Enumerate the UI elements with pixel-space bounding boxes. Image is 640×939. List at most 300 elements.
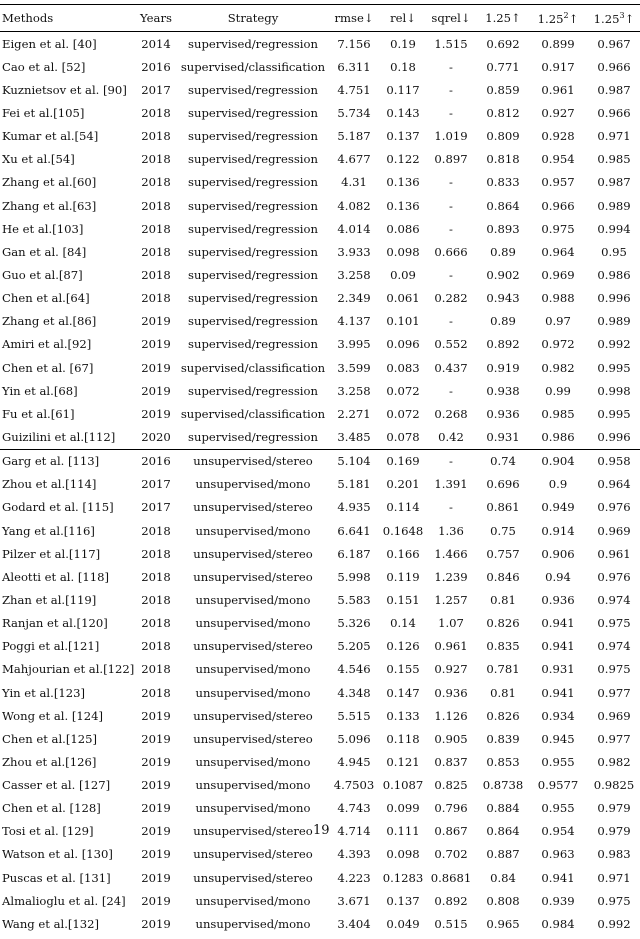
table-row [0,658,640,681]
cell-delta3: 0.995 [597,360,631,375]
cell-delta2: 0.985 [541,406,575,421]
cell-sqrel: - [449,105,453,120]
cell-delta2: 0.984 [541,916,575,931]
cell-rmse: 3.995 [337,337,371,352]
cell-rel: 0.119 [386,569,420,584]
header-delta3 [586,5,640,32]
cell-strategy: supervised/classification [180,406,326,421]
cell-sqrel: 0.961 [434,639,468,654]
cell-method: Zhang et al.[63] [2,198,97,213]
cell-year: 2018 [141,546,171,561]
cell-strategy: unsupervised/stereo [178,449,328,473]
cell-sqrel: 1.07 [438,616,464,631]
cell-strategy: unsupervised/mono [195,685,311,700]
cell-delta2: 0.972 [541,337,575,352]
cell-rel: 0.126 [386,639,420,654]
cell-sqrel: 0.282 [434,291,468,306]
cell-delta1: 0.781 [486,662,520,677]
cell-year: 2019 [141,916,171,931]
table-row [0,263,640,286]
cell-year: 2019 [141,870,171,885]
cell-strategy: supervised/regression [188,244,318,259]
cell-delta3: 0.994 [597,221,631,236]
cell-delta1: 0.771 [486,59,520,74]
cell-delta2: 0.914 [541,523,575,538]
cell-delta1: 0.809 [486,129,520,144]
cell-rmse: 5.583 [337,592,371,607]
cell-year: 2017 [141,82,171,97]
cell-year: 2016 [141,59,171,74]
cell-sqrel: - [449,198,453,213]
table-row [0,333,640,356]
cell-delta3: 0.995 [597,406,631,421]
cell-delta1: 0.936 [486,406,520,421]
cell-sqrel: 0.515 [434,916,468,931]
cell-delta2: 0.899 [541,36,575,51]
cell-strategy: supervised/classification [180,360,326,375]
cell-delta1: 0.81 [490,592,516,607]
cell-rel: 0.086 [386,221,420,236]
cell-sqrel: - [426,449,476,473]
cell-method: Fei et al.[105] [2,105,85,120]
cell-method: Watson et al. [130] [2,847,113,862]
cell-strategy: supervised/classification [180,59,326,74]
cell-strategy: supervised/regression [188,429,318,444]
header-delta3-arrow: ↑ [624,11,635,26]
table-row [0,912,640,935]
header-delta3-base: 1.25 [593,11,620,26]
cell-method: He et al.[103] [2,221,84,236]
table-row [0,287,640,310]
cell-delta2: 0.931 [541,662,575,677]
cell-rel: 0.137 [386,129,420,144]
cell-delta2: 0.957 [541,175,575,190]
cell-delta2: 0.945 [541,731,575,746]
cell-rel: 0.19 [390,36,416,51]
cell-rmse: 3.599 [337,360,371,375]
cell-year: 2017 [141,500,171,515]
cell-delta1: 0.846 [486,569,520,584]
cell-rel: 0.169 [380,449,426,473]
cell-rel: 0.098 [386,244,420,259]
cell-delta3: 0.967 [597,36,631,51]
cell-sqrel: 1.019 [434,129,468,144]
cell-delta1: 0.81 [490,685,516,700]
cell-rel: 0.09 [390,267,416,282]
cell-method: Wang et al.[132] [2,916,100,931]
cell-delta3: 0.964 [597,477,631,492]
cell-strategy: unsupervised/mono [195,916,311,931]
cell-rmse: 5.187 [337,129,371,144]
cell-delta2: 0.941 [541,870,575,885]
cell-sqrel: 1.239 [434,569,468,584]
cell-delta1: 0.75 [490,523,516,538]
cell-rel: 0.096 [386,337,420,352]
cell-strategy: supervised/regression [188,383,318,398]
table-row [0,774,640,797]
cell-sqrel: 0.892 [434,893,468,908]
cell-delta2: 0.961 [541,82,575,97]
cell-delta3: 0.987 [597,82,631,97]
cell-sqrel: - [449,267,453,282]
table-row [0,32,640,56]
cell-delta1: 0.74 [476,449,530,473]
cell-delta2: 0.941 [541,616,575,631]
cell-strategy: unsupervised/stereo [193,546,313,561]
cell-method: Mahjourian et al.[122] [2,662,135,677]
cell-sqrel: 1.126 [434,708,468,723]
cell-method: Zhang et al.[60] [2,175,97,190]
cell-delta1: 0.826 [486,708,520,723]
cell-year: 2019 [141,360,171,375]
cell-rmse: 5.205 [337,639,371,654]
cell-method: Zhou et al.[114] [2,477,97,492]
cell-year: 2018 [141,244,171,259]
cell-year: 2019 [141,824,171,839]
cell-method: Godard et al. [115] [2,500,114,515]
cell-strategy: unsupervised/mono [195,523,311,538]
cell-year: 2014 [141,36,171,51]
cell-rel: 0.072 [386,406,420,421]
cell-rel: 0.1648 [382,523,424,538]
cell-delta3: 0.958 [586,449,640,473]
cell-delta2: 0.94 [545,569,571,584]
cell-strategy: supervised/regression [188,105,318,120]
cell-rmse: 3.485 [337,429,371,444]
cell-delta2: 0.988 [541,291,575,306]
cell-rmse: 4.945 [337,754,371,769]
cell-delta2: 0.949 [541,500,575,515]
table-row [0,55,640,78]
table-row [0,217,640,240]
cell-year: 2018 [141,639,171,654]
table-row [0,194,640,217]
cell-year: 2019 [141,731,171,746]
cell-rmse: 6.311 [337,59,371,74]
cell-delta1: 0.864 [486,198,520,213]
cell-year: 2016 [134,449,178,473]
table-row [0,496,640,519]
cell-year: 2018 [141,267,171,282]
cell-rel: 0.1283 [382,870,424,885]
cell-rel: 0.072 [386,383,420,398]
table-row [0,588,640,611]
cell-delta1: 0.864 [486,824,520,839]
table-row [0,171,640,194]
cell-delta1: 0.812 [486,105,520,120]
cell-delta2: 0.99 [545,383,571,398]
cell-rmse: 4.393 [337,847,371,862]
cell-sqrel: 0.552 [434,337,468,352]
cell-strategy: supervised/regression [188,82,318,97]
cell-rmse: 4.677 [337,152,371,167]
cell-method: Casser et al. [127] [2,778,111,793]
cell-delta1: 0.835 [486,639,520,654]
cell-year: 2019 [141,801,171,816]
cell-rmse: 4.751 [337,82,371,97]
header-delta2-base: 1.25 [537,11,564,26]
cell-rmse: 4.546 [337,662,371,677]
cell-delta1: 0.8738 [482,778,524,793]
cell-delta2: 0.936 [541,592,575,607]
cell-sqrel: 1.36 [438,523,464,538]
cell-strategy: unsupervised/mono [195,754,311,769]
cell-rmse: 4.137 [337,314,371,329]
cell-method: Pilzer et al.[117] [2,546,101,561]
cell-delta3: 0.996 [597,429,631,444]
cell-sqrel: 0.702 [434,847,468,862]
cell-year: 2018 [141,523,171,538]
cell-strategy: unsupervised/mono [195,616,311,631]
cell-delta3: 0.974 [597,639,631,654]
cell-rmse: 2.349 [337,291,371,306]
header-methods: Methods [2,11,54,25]
cell-sqrel: 0.796 [434,801,468,816]
cell-rel: 0.201 [386,477,420,492]
cell-rel: 0.083 [386,360,420,375]
cell-delta2: 0.954 [541,152,575,167]
cell-delta3: 0.975 [597,893,631,908]
cell-method: Yin et al.[123] [2,685,85,700]
cell-delta2: 0.9577 [537,778,579,793]
cell-method: Chen et al. [67] [2,360,94,375]
cell-method: Cao et al. [52] [2,59,86,74]
cell-delta2: 0.917 [541,59,575,74]
header-rmse: rmse↓ [334,11,374,25]
cell-rmse: 4.7503 [333,778,375,793]
cell-delta3: 0.95 [601,244,627,259]
cell-delta2: 0.939 [541,893,575,908]
cell-delta1: 0.89 [490,314,516,329]
cell-delta1: 0.818 [486,152,520,167]
table-row [0,310,640,333]
cell-rel: 0.147 [386,685,420,700]
cell-sqrel: 0.825 [434,778,468,793]
cell-sqrel: 0.268 [434,406,468,421]
cell-sqrel: 0.42 [438,429,464,444]
cell-sqrel: 0.897 [434,152,468,167]
table-row [0,704,640,727]
cell-rmse: 4.714 [337,824,371,839]
table-row [0,240,640,263]
cell-delta3: 0.992 [597,337,631,352]
cell-rmse: 5.104 [328,449,380,473]
cell-sqrel: 0.936 [434,685,468,700]
cell-strategy: unsupervised/mono [195,893,311,908]
cell-year: 2018 [141,291,171,306]
cell-delta3: 0.998 [597,383,631,398]
cell-year: 2019 [141,778,171,793]
cell-rmse: 4.348 [337,685,371,700]
cell-strategy: supervised/regression [188,221,318,236]
cell-rmse: 5.998 [337,569,371,584]
cell-delta3: 0.983 [597,847,631,862]
cell-method: Chen et al.[64] [2,291,90,306]
cell-rel: 0.136 [386,198,420,213]
cell-method: Amiri et al.[92] [2,337,92,352]
cell-rel: 0.118 [386,731,420,746]
cell-year: 2018 [141,662,171,677]
cell-method: Chen et al.[125] [2,731,98,746]
cell-delta3: 0.979 [597,824,631,839]
cell-rel: 0.121 [386,754,420,769]
cell-strategy: supervised/regression [188,291,318,306]
cell-method: Tosi et al. [129] [2,824,94,839]
cell-strategy: unsupervised/mono [195,592,311,607]
cell-sqrel: 0.867 [434,824,468,839]
cell-delta1: 0.757 [486,546,520,561]
cell-method: Yin et al.[68] [2,383,78,398]
table-row [0,681,640,704]
cell-delta1: 0.943 [486,291,520,306]
cell-method: Yang et al.[116] [2,523,95,538]
cell-rmse: 2.271 [337,406,371,421]
cell-sqrel: - [449,175,453,190]
cell-delta1: 0.902 [486,267,520,282]
cell-method: Guizilini et al.[112] [2,429,116,444]
cell-delta3: 0.969 [597,708,631,723]
cell-year: 2018 [141,685,171,700]
cell-delta3: 0.976 [597,569,631,584]
table-row [0,866,640,889]
cell-delta2: 0.955 [541,754,575,769]
cell-delta1: 0.826 [486,616,520,631]
table-row [0,843,640,866]
cell-rel: 0.14 [390,616,416,631]
cell-method: Kuznietsov et al. [90] [2,82,127,97]
cell-method: Zhan et al.[119] [2,592,97,607]
cell-method: Kumar et al.[54] [2,129,99,144]
cell-year: 2020 [141,429,171,444]
cell-method: Chen et al. [128] [2,801,101,816]
cell-strategy: supervised/regression [188,175,318,190]
cell-strategy: supervised/regression [188,129,318,144]
cell-method: Wong et al. [124] [2,708,104,723]
cell-delta1: 0.938 [486,383,520,398]
cell-strategy: supervised/regression [188,36,318,51]
table-body [0,32,640,936]
cell-strategy: unsupervised/mono [195,477,311,492]
cell-delta2: 0.941 [541,685,575,700]
cell-year: 2019 [141,893,171,908]
cell-rmse: 4.31 [341,175,367,190]
cell-rel: 0.166 [386,546,420,561]
cell-rmse: 3.258 [337,267,371,282]
cell-rel: 0.137 [386,893,420,908]
cell-year: 2017 [141,477,171,492]
cell-delta2: 0.982 [541,360,575,375]
cell-delta2: 0.966 [541,198,575,213]
cell-rel: 0.155 [386,662,420,677]
table-row [0,565,640,588]
cell-delta1: 0.892 [486,337,520,352]
cell-rel: 0.18 [390,59,416,74]
cell-delta3: 0.976 [597,500,631,515]
cell-year: 2018 [141,221,171,236]
cell-rmse: 6.187 [337,546,371,561]
cell-method: Ranjan et al.[120] [2,616,108,631]
cell-sqrel: - [449,82,453,97]
cell-delta2: 0.928 [541,129,575,144]
cell-year: 2018 [141,569,171,584]
cell-delta3: 0.982 [597,754,631,769]
cell-sqrel: 1.257 [434,592,468,607]
cell-delta1: 0.861 [486,500,520,515]
cell-delta2: 0.9 [548,477,568,492]
cell-strategy: unsupervised/stereo [193,731,313,746]
cell-delta3: 0.977 [597,731,631,746]
cell-delta2: 0.964 [541,244,575,259]
cell-delta2: 0.955 [541,801,575,816]
cell-delta2: 0.986 [541,429,575,444]
cell-method: Aleotti et al. [118] [2,569,110,584]
cell-rmse: 5.326 [337,616,371,631]
cell-delta2: 0.97 [545,314,571,329]
cell-rmse: 5.515 [337,708,371,723]
table-row [0,379,640,402]
cell-sqrel: 0.837 [434,754,468,769]
cell-rel: 0.117 [386,82,420,97]
cell-delta1: 0.931 [486,429,520,444]
cell-sqrel: 1.515 [434,36,468,51]
cell-sqrel: 0.437 [434,360,468,375]
cell-method: Garg et al. [113] [0,449,134,473]
cell-rmse: 3.671 [337,893,371,908]
cell-rel: 0.099 [386,801,420,816]
cell-rel: 0.136 [386,175,420,190]
cell-strategy: unsupervised/stereo [193,569,313,584]
cell-method: Xu et al.[54] [2,152,75,167]
cell-method: Gan et al. [84] [2,244,87,259]
table-row [0,635,640,658]
cell-method: Zhou et al.[126] [2,754,97,769]
header-rel: rel↓ [390,11,416,25]
cell-rmse: 5.734 [337,105,371,120]
table-row [0,889,640,912]
cell-method: Fu et al.[61] [2,406,75,421]
cell-delta3: 0.989 [597,314,631,329]
cell-delta1: 0.839 [486,731,520,746]
header-strategy: Strategy [227,11,279,25]
cell-rmse: 3.258 [337,383,371,398]
cell-sqrel: 0.666 [434,244,468,259]
cell-strategy: unsupervised/stereo [193,870,313,885]
results-table [0,4,640,935]
cell-rel: 0.101 [386,314,420,329]
table-row [0,449,640,473]
cell-sqrel: 0.8681 [430,870,472,885]
cell-year: 2018 [141,592,171,607]
header-years: Years [140,11,172,25]
table-row [0,750,640,773]
table-row [0,356,640,379]
cell-delta3: 0.974 [597,592,631,607]
cell-strategy: unsupervised/mono [195,662,311,677]
cell-year: 2018 [141,175,171,190]
cell-delta3: 0.969 [597,523,631,538]
table-row [0,542,640,565]
table-row [0,402,640,425]
cell-year: 2019 [141,708,171,723]
cell-delta1: 0.884 [486,801,520,816]
cell-delta1: 0.887 [486,847,520,862]
cell-strategy: supervised/regression [188,337,318,352]
cell-rel: 0.114 [386,500,420,515]
cell-rmse: 4.082 [337,198,371,213]
cell-delta1: 0.859 [486,82,520,97]
cell-delta1: 0.919 [486,360,520,375]
cell-rel: 0.111 [386,824,420,839]
